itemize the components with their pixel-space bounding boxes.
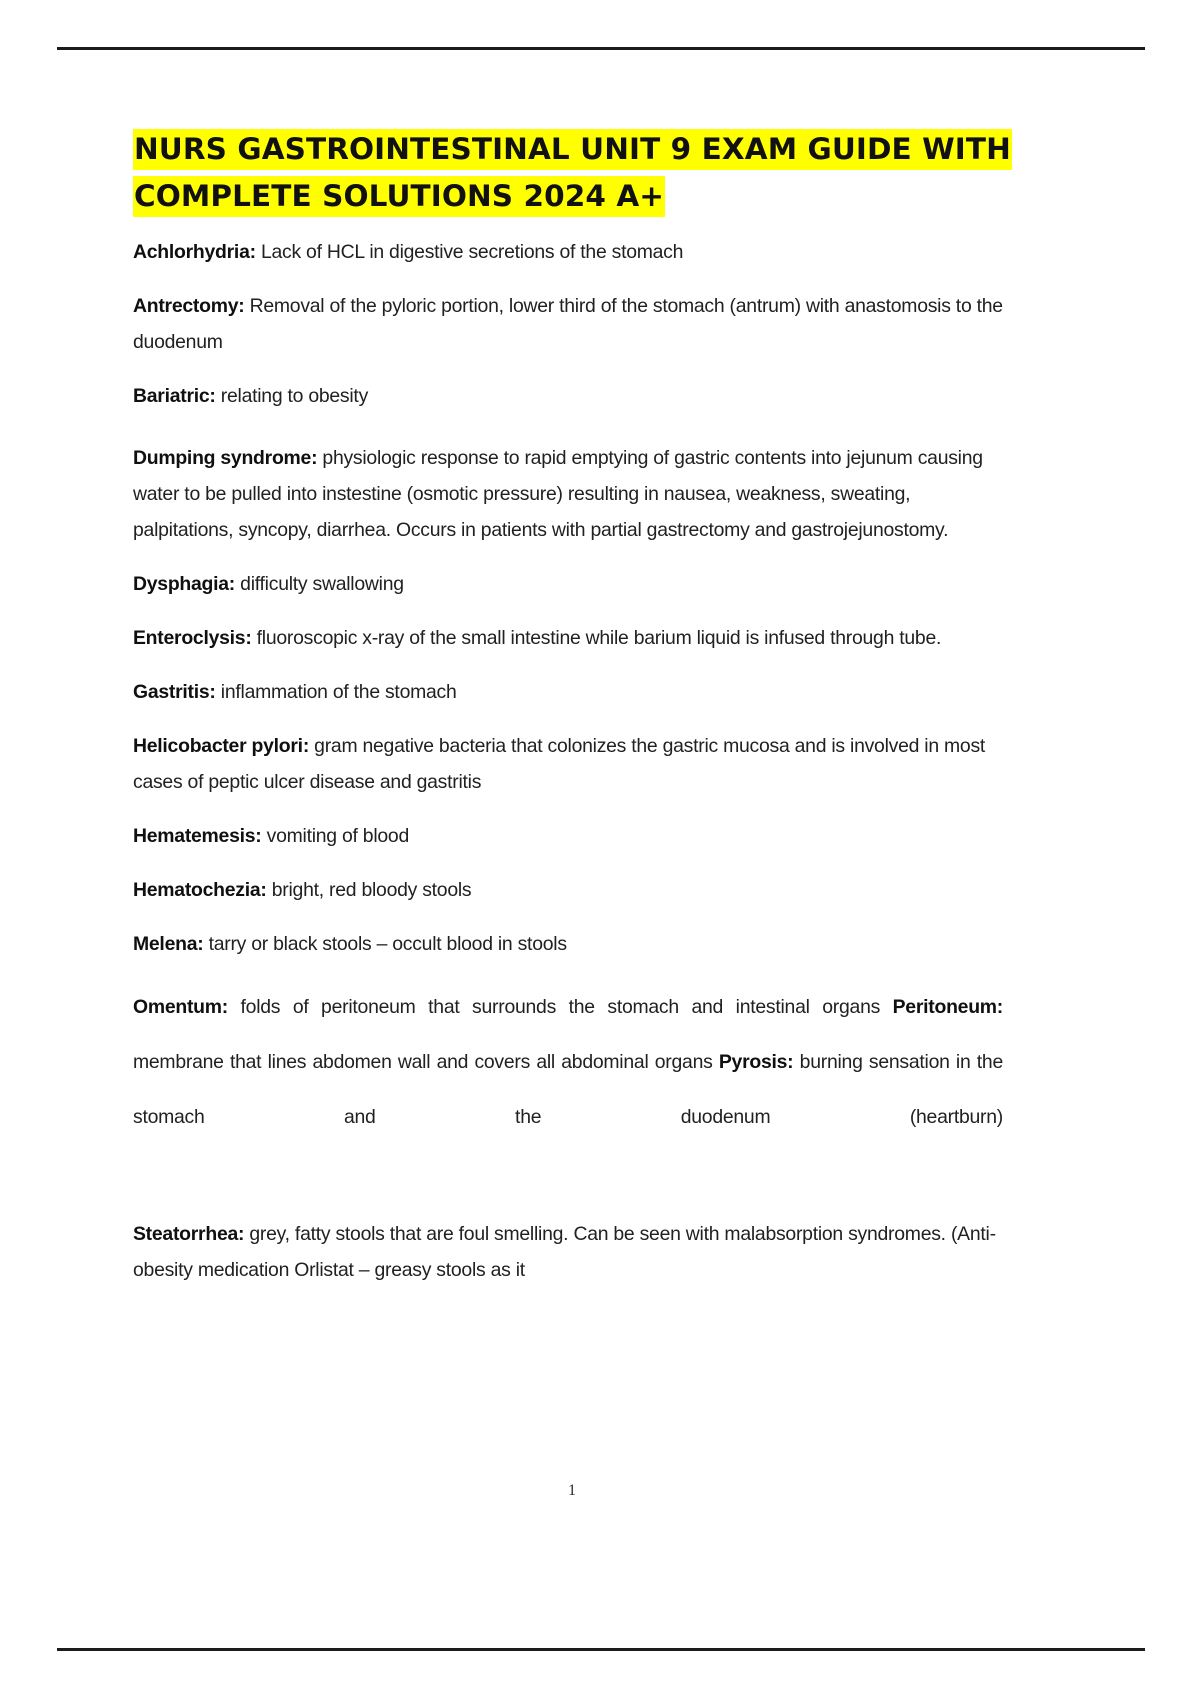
term-label: Melena: bbox=[133, 933, 204, 955]
glossary-entry-bariatric bbox=[133, 378, 1011, 414]
definition-text: vomiting of blood bbox=[261, 825, 409, 847]
definition-text: grey, fatty stools that are foul smelling. Can be seen with malabsorption syndromes. (Anti-obesity medication Orlistat – greasy stools as it bbox=[133, 1223, 996, 1281]
title-line-1: NURS GASTROINTESTINAL UNIT 9 EXAM GUIDE WITH bbox=[133, 129, 1012, 170]
glossary-entry-antrectomy bbox=[133, 288, 1011, 360]
term-label: Hematochezia: bbox=[133, 879, 267, 901]
definition-text: physiologic response to rapid emptying of gastric contents into jejunum causing water to be pulled into instestine (osmotic pressure) resulting in nausea, weakness, sweating, palpitations, syncopy, diarrhea. Occurs in patients with partial gastrectomy and gastrojejunostomy. bbox=[133, 447, 983, 541]
definition-text-omentum: folds of peritoneum that surrounds the stomach and intestinal organs bbox=[227, 996, 893, 1018]
definition-text: fluoroscopic x-ray of the small intestine while barium liquid is infused through tube. bbox=[251, 627, 942, 649]
term-label-pyrosis: Pyrosis: bbox=[718, 1051, 794, 1073]
glossary-entry-achlorhydria bbox=[133, 234, 1011, 270]
definition-text: bright, red bloody stools bbox=[266, 879, 472, 901]
definition-text: gram negative bacteria that colonizes the gastric mucosa and is involved in most cases of peptic ulcer disease and gastritis bbox=[133, 735, 986, 793]
term-label: Steatorrhea: bbox=[133, 1223, 245, 1245]
definition-text: relating to obesity bbox=[215, 385, 369, 407]
term-label: Hematemesis: bbox=[133, 825, 262, 847]
term-label: Bariatric: bbox=[133, 385, 216, 407]
glossary-entry-hematemesis bbox=[133, 818, 1011, 854]
definition-text-pyrosis: burning sensation in the stomach and the duodenum (heartburn) bbox=[133, 1051, 1004, 1128]
glossary-entry-dysphagia bbox=[133, 566, 1011, 602]
term-label-peritoneum: Peritoneum: bbox=[892, 996, 1003, 1018]
term-label-omentum: Omentum: bbox=[133, 996, 228, 1018]
term-label: Achlorhydria: bbox=[133, 241, 256, 263]
definition-text: tarry or black stools – occult blood in stools bbox=[203, 933, 567, 955]
glossary-entry-steatorrhea bbox=[133, 1216, 1011, 1288]
glossary-entry-gastritis bbox=[133, 674, 1011, 710]
term-label: Helicobacter pylori: bbox=[133, 735, 310, 757]
document-content bbox=[133, 126, 1011, 1499]
term-label: Dumping syndrome: bbox=[133, 447, 318, 469]
glossary-entry-enteroclysis bbox=[133, 620, 1011, 656]
definition-text-peritoneum: membrane that lines abdomen wall and covers all abdominal organs bbox=[133, 1051, 719, 1073]
term-label: Enteroclysis: bbox=[133, 627, 252, 649]
glossary-entry-dumping-syndrome bbox=[133, 440, 1011, 548]
term-label: Antrectomy: bbox=[133, 295, 245, 317]
definition-text: Lack of HCL in digestive secretions of the stomach bbox=[255, 241, 684, 263]
definition-text: Removal of the pyloric portion, lower third of the stomach (antrum) with anastomosis to the duodenum bbox=[133, 295, 1003, 353]
definition-text: difficulty swallowing bbox=[235, 573, 404, 595]
glossary-entry-hematochezia bbox=[133, 872, 1011, 908]
glossary-entry-omentum-peritoneum-pyrosis bbox=[133, 980, 1003, 1200]
definition-text: inflammation of the stomach bbox=[215, 681, 457, 703]
page-title bbox=[133, 126, 1023, 220]
glossary-entry-helicobacter-pylori bbox=[133, 728, 1011, 800]
page-number: 1 bbox=[568, 1482, 576, 1499]
glossary-entry-melena bbox=[133, 926, 1011, 962]
title-line-2: COMPLETE SOLUTIONS 2024 A+ bbox=[133, 176, 665, 217]
header-rule bbox=[57, 47, 1145, 50]
term-label: Dysphagia: bbox=[133, 573, 236, 595]
term-label: Gastritis: bbox=[133, 681, 216, 703]
footer-rule bbox=[57, 1648, 1145, 1651]
